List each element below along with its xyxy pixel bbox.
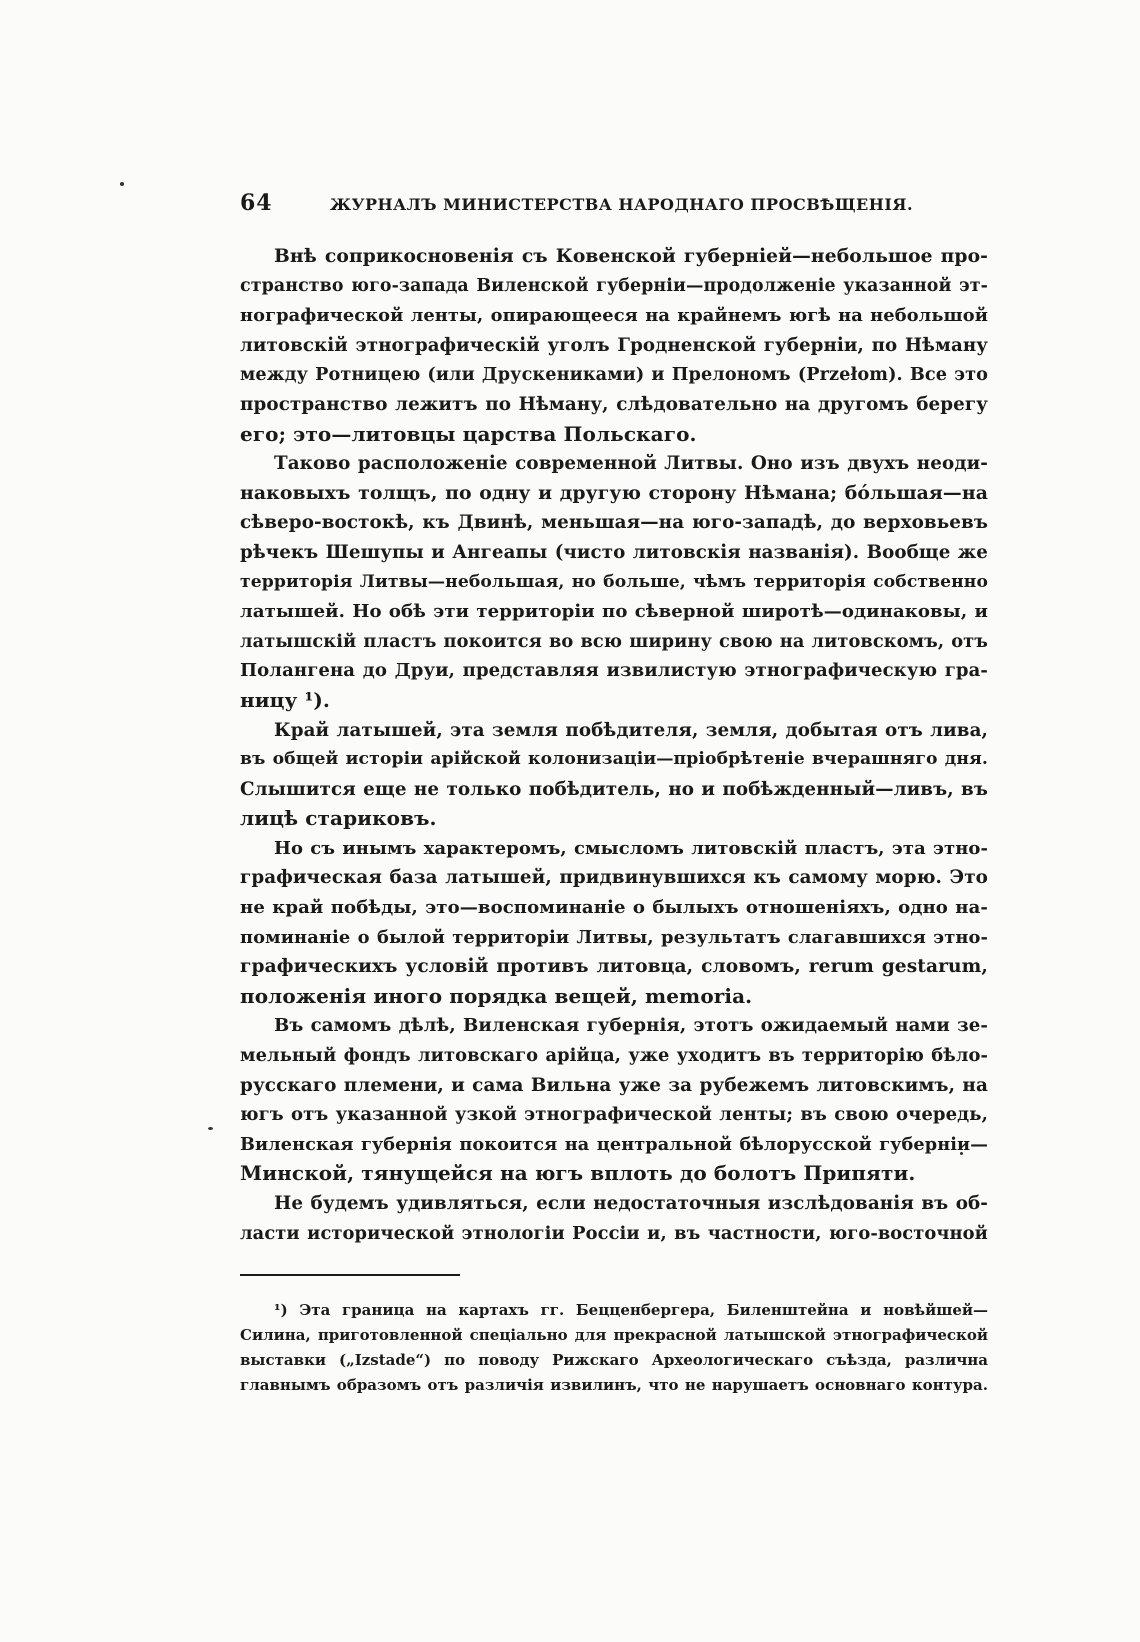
text-line: ницу ¹). [240,687,330,712]
text-line: наковыхъ толщъ, по одну и другую сторону Нѣмана; бо́льшая—на [240,481,988,504]
text-line: ласти исторической этнологіи Россіи и, въ частности, юго-восточной [240,1222,988,1244]
text-line: Слышится еще не только побѣдитель, но и побѣжденный—ливъ, въ [240,778,988,800]
body-text [240,242,988,1248]
text-line: югъ отъ указанной узкой этнографической ленты; въ свою очередь, [240,1104,988,1126]
text-line: въ общей исторіи арійской колонизаціи—пріобрѣтеніе вчерашняго дня. [240,749,988,770]
text-line: Край латышей, эта земля побѣдителя, земля, добытая отъ лива, [274,719,988,741]
text-line: Таково расположеніе современной Литвы. Оно изъ двухъ неоди- [274,453,988,475]
text-line: Не будемъ удивляться, если недостаточныя изслѣдованія въ об- [274,1193,988,1214]
text-line: Внѣ соприкосновенія съ Ковенской губерніей—небольшое про- [274,245,988,267]
text-line: литовскій этнографическій уголъ Гродненской губерніи, по Нѣману [240,334,988,356]
footnote-line: выставки („Izstade“) по поводу Рижскаго Археологическаго съѣзда, различна [240,1351,988,1369]
text-line: Минской, тянущейся на югъ вплоть до болотъ Припяти. [240,1161,916,1186]
print-speck [120,182,124,186]
text-line: Въ самомъ дѣлѣ, Виленская губернія, этотъ ожидаемый нами зе- [274,1015,988,1037]
text-line: сѣверо-востокѣ, къ Двинѣ, меньшая—на юго-западѣ, до верховьевъ [240,512,988,534]
text-line: между Ротницею (или Друскениками) и Прелономъ (Przełom). Все это [240,364,988,386]
footnote [240,1298,988,1398]
text-line: его; это—литовцы царства Польскаго. [240,421,697,446]
text-line: странство юго-запада Виленской губерніи—продолженіе указанной эт- [240,275,988,296]
text-line: Полангена до Друи, представляя извилистую этнографическую гра- [240,660,988,682]
text-line: положенія иного порядка вещей, memoria. [240,983,753,1008]
page-header [240,190,990,220]
text-line: территорія Литвы—небольшая, но больше, чѣмъ территорія собственно [240,571,988,592]
running-title: ЖУРНАЛЪ МИНИСТЕРСТВА НАРОДНАГО ПРОСВѢЩЕНІЯ. [330,195,914,214]
text-line: пространство лежитъ по Нѣману, слѣдовательно на другомъ берегу [240,393,988,415]
text-line: нографической ленты, опирающееся на крайнемъ югѣ на небольшой [240,305,988,327]
print-speck [208,1127,213,1130]
text-line: Но съ инымъ характеромъ, смысломъ литовскій пластъ, эта этно- [274,837,988,859]
footnote-line: ¹) Эта граница на картахъ гг. Бецценбергера, Биленштейна и новѣйшей— [274,1301,988,1319]
text-line: поминаніе о былой территоріи Литвы, результатъ слагавшихся этно- [240,926,988,948]
text-line: мельный фондъ литовскаго арійца, уже уходитъ въ территорію бѣло- [240,1045,988,1067]
page-number: 64 [240,190,273,216]
text-line: не край побѣды, это—воспоминаніе о былыхъ отношеніяхъ, одно на- [240,897,988,919]
text-line: Виленская губернія покоится на центральной бѣлорусской губерніи— [240,1133,988,1155]
footnote-line: Силина, приготовленной спеціально для прекрасной латышской этнографической [240,1326,988,1344]
text-line: графическая база латышей, придвинувшихся къ самому морю. Это [240,867,988,889]
text-line: лицѣ стариковъ. [240,806,437,831]
text-line: латышей. Но обѣ эти территоріи по сѣверной широтѣ—одинаковы, и [240,601,988,623]
text-line: графическихъ условій противъ литовца, словомъ, rerum gestarum, [240,956,988,978]
footnote-line: главнымъ образомъ отъ различія извилинъ, что не нарушаетъ основнаго контура. [240,1376,988,1394]
footnote-divider [240,1274,460,1276]
text-line: латышскій пластъ покоится во всю ширину свою на литовскомъ, отъ [240,630,988,652]
text-line: русскаго племени, и сама Вильна уже за рубежемъ литовскимъ, на [240,1074,988,1096]
text-line: рѣчекъ Шешупы и Ангеапы (чисто литовскія названія). Вообще же [240,541,988,563]
